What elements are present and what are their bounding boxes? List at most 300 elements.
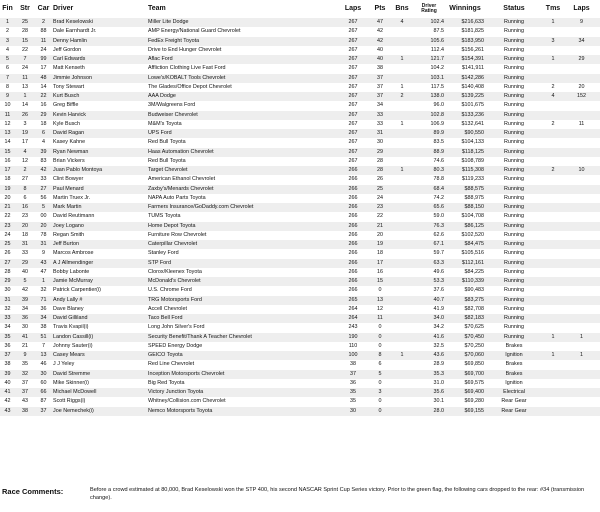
cell-tms-laps bbox=[563, 259, 600, 268]
cell-car: 20 bbox=[35, 222, 52, 231]
cell-driver: Kasey Kahne bbox=[53, 139, 86, 146]
cell-driver: Paul Menard bbox=[52, 185, 147, 194]
cell-pts: 0 bbox=[378, 342, 382, 349]
cell-fin: 9 bbox=[0, 92, 15, 101]
cell-winnings: $105,516 bbox=[461, 250, 484, 257]
cell-fin: 40 bbox=[4, 379, 11, 386]
cell-laps: 264 bbox=[337, 314, 369, 323]
cell-pts: 26 bbox=[377, 176, 383, 183]
cell-tms bbox=[543, 64, 563, 73]
cell-laps: 267 bbox=[337, 55, 369, 64]
cell-winnings: $183,950 bbox=[445, 37, 485, 46]
cell-tms bbox=[543, 240, 563, 249]
cell-winnings: $101,675 bbox=[461, 102, 484, 109]
cell-car: 36 bbox=[40, 305, 47, 312]
cell-tms-laps bbox=[563, 27, 600, 36]
table-row bbox=[0, 240, 600, 249]
cell-laps: 100 bbox=[337, 351, 369, 360]
header-bns: Bns bbox=[395, 5, 409, 12]
cell-bns bbox=[391, 249, 413, 258]
cell-winnings: $90,483 bbox=[464, 287, 484, 294]
cell-driver: Regan Smith bbox=[53, 231, 85, 238]
cell-laps: 266 bbox=[337, 166, 369, 175]
cell-car: 88 bbox=[40, 28, 47, 35]
cell-team: Lowe's/KOBALT Tools Chevrolet bbox=[147, 74, 337, 83]
table-row bbox=[0, 166, 600, 175]
cell-bns bbox=[391, 138, 413, 147]
cell-driver: Joe Nemechek(i) bbox=[52, 407, 147, 416]
cell-pts: 37 bbox=[369, 74, 391, 83]
cell-fin: 4 bbox=[6, 46, 9, 53]
cell-rating: 59.7 bbox=[433, 250, 444, 257]
cell-driver: Juan Pablo Montoya bbox=[52, 166, 147, 175]
cell-car: 16 bbox=[40, 102, 47, 109]
cell-rating: 80.3 bbox=[413, 166, 445, 175]
cell-laps: 267 bbox=[337, 92, 369, 101]
cell-tms bbox=[543, 286, 563, 295]
cell-str: 16 bbox=[15, 203, 35, 212]
cell-tms-laps: 1 bbox=[563, 333, 600, 342]
cell-fin: 3 bbox=[0, 37, 15, 46]
cell-tms bbox=[543, 407, 563, 416]
cell-str: 7 bbox=[15, 55, 35, 64]
cell-bns bbox=[391, 203, 413, 212]
cell-tms-laps: 1 bbox=[563, 351, 600, 360]
cell-driver: David Gilliland bbox=[52, 314, 147, 323]
cell-winnings: $88,975 bbox=[464, 194, 484, 201]
cell-fin: 38 bbox=[4, 361, 11, 368]
cell-winnings: $118,125 bbox=[445, 148, 485, 157]
cell-tms-laps bbox=[563, 129, 600, 138]
cell-str: 43 bbox=[22, 398, 28, 405]
table-row bbox=[0, 194, 600, 203]
cell-laps: 267 bbox=[348, 120, 358, 127]
cell-winnings: $70,450 bbox=[445, 333, 485, 342]
cell-fin: 21 bbox=[0, 203, 15, 212]
cell-tms bbox=[543, 138, 563, 147]
cell-status: Running bbox=[503, 83, 525, 90]
cell-bns bbox=[391, 370, 413, 379]
cell-car: 5 bbox=[35, 203, 52, 212]
header-fin: Fin bbox=[2, 5, 13, 12]
cell-team: NAPA Auto Parts Toyota bbox=[148, 194, 206, 201]
cell-pts: 33 bbox=[377, 120, 383, 127]
cell-team: Target Chevrolet bbox=[147, 166, 337, 175]
cell-team: Red Line Chevrolet bbox=[148, 361, 195, 368]
cell-laps: 37 bbox=[337, 370, 369, 379]
cell-bns bbox=[391, 305, 413, 314]
cell-car: 38 bbox=[40, 324, 47, 331]
cell-rating: 59.0 bbox=[433, 213, 444, 220]
cell-status: Running bbox=[485, 18, 543, 27]
cell-tms-laps bbox=[563, 370, 600, 379]
cell-tms-laps: 9 bbox=[563, 18, 600, 27]
header-car: Car bbox=[37, 5, 50, 12]
table-row bbox=[0, 203, 600, 212]
cell-str: 18 bbox=[22, 231, 28, 238]
cell-pts: 31 bbox=[369, 129, 391, 138]
cell-str: 34 bbox=[22, 305, 28, 312]
cell-rating: 35.6 bbox=[413, 388, 445, 397]
cell-team: AAA Dodge bbox=[147, 92, 337, 101]
cell-car: 99 bbox=[35, 55, 52, 64]
cell-team: Miller Lite Dodge bbox=[147, 18, 337, 27]
cell-laps: 266 bbox=[348, 194, 358, 201]
cell-status: Running bbox=[485, 277, 543, 286]
cell-pts: 22 bbox=[377, 213, 383, 220]
cell-car: 30 bbox=[35, 370, 52, 379]
cell-tms: 2 bbox=[551, 83, 555, 90]
cell-pts: 42 bbox=[377, 28, 383, 35]
cell-winnings: $102,520 bbox=[461, 231, 484, 238]
cell-team: AMP Energy/National Guard Chevrolet bbox=[148, 28, 241, 35]
cell-bns: 1 bbox=[391, 351, 413, 360]
cell-team: M&M's Toyota bbox=[148, 120, 182, 127]
table-row bbox=[0, 185, 600, 194]
table-row bbox=[0, 296, 600, 305]
cell-driver: Matt Kenseth bbox=[53, 65, 85, 72]
cell-driver: Johnny Sauter(i) bbox=[53, 342, 93, 349]
cell-laps: 190 bbox=[337, 333, 369, 342]
cell-team: FedEx Freight Toyota bbox=[147, 37, 337, 46]
cell-pts: 33 bbox=[369, 111, 391, 120]
cell-pts: 17 bbox=[369, 259, 391, 268]
cell-fin: 20 bbox=[4, 194, 11, 201]
cell-str: 24 bbox=[22, 65, 28, 72]
cell-rating: 43.6 bbox=[413, 351, 445, 360]
cell-tms-laps bbox=[563, 231, 600, 240]
cell-pts: 40 bbox=[377, 46, 383, 53]
cell-car: 4 bbox=[42, 139, 45, 146]
cell-status: Running bbox=[485, 185, 543, 194]
cell-laps: 38 bbox=[350, 361, 356, 368]
cell-tms-laps bbox=[563, 185, 600, 194]
cell-rating: 102.4 bbox=[413, 18, 445, 27]
cell-pts: 30 bbox=[377, 139, 383, 146]
cell-bns bbox=[391, 277, 413, 286]
cell-str: 23 bbox=[22, 213, 28, 220]
cell-bns bbox=[391, 259, 413, 268]
cell-str: 26 bbox=[15, 111, 35, 120]
cell-str: 4 bbox=[15, 148, 35, 157]
cell-tms-laps bbox=[563, 74, 600, 83]
cell-status: Running bbox=[485, 148, 543, 157]
cell-laps: 267 bbox=[348, 157, 358, 164]
cell-tms bbox=[543, 397, 563, 406]
cell-driver: Carl Edwards bbox=[52, 55, 147, 64]
cell-winnings: $112,161 bbox=[445, 259, 485, 268]
header-row bbox=[0, 0, 600, 18]
cell-laps: 267 bbox=[337, 74, 369, 83]
cell-rating: 41.9 bbox=[433, 305, 444, 312]
cell-status: Running bbox=[503, 213, 525, 220]
cell-rating: 32.5 bbox=[433, 342, 444, 349]
table-row bbox=[0, 259, 600, 268]
cell-status: Running bbox=[485, 296, 543, 305]
cell-pts: 38 bbox=[377, 65, 383, 72]
cell-laps: 266 bbox=[337, 185, 369, 194]
header-status: Status bbox=[503, 5, 525, 12]
cell-status: Running bbox=[485, 111, 543, 120]
cell-status: Brakes bbox=[485, 370, 543, 379]
table-row bbox=[0, 231, 600, 240]
cell-tms: 3 bbox=[543, 37, 563, 46]
cell-bns bbox=[391, 268, 413, 277]
cell-rating: 40.7 bbox=[413, 296, 445, 305]
cell-tms-laps bbox=[563, 175, 600, 184]
cell-bns bbox=[391, 148, 413, 157]
header-winnings: Winnings bbox=[449, 5, 481, 12]
cell-bns bbox=[391, 296, 413, 305]
table-row bbox=[0, 74, 600, 83]
cell-tms bbox=[543, 194, 563, 203]
cell-car: 11 bbox=[35, 37, 52, 46]
cell-fin: 13 bbox=[0, 129, 15, 138]
cell-str: 2 bbox=[15, 166, 35, 175]
cell-bns bbox=[391, 157, 413, 166]
cell-driver: Tony Stewart bbox=[53, 83, 85, 90]
cell-bns: 1 bbox=[391, 166, 413, 175]
cell-fin: 22 bbox=[4, 213, 11, 220]
cell-rating: 121.7 bbox=[413, 55, 445, 64]
cell-driver: Andy Lally # bbox=[52, 296, 147, 305]
cell-pts: 34 bbox=[377, 102, 383, 109]
cell-team: U.S. Chrome Ford bbox=[148, 287, 192, 294]
cell-tms-laps: 34 bbox=[563, 37, 600, 46]
cell-team: Victory Junction Toyota bbox=[147, 388, 337, 397]
cell-driver: Landon Cassill(i) bbox=[52, 333, 147, 342]
cell-bns bbox=[391, 64, 413, 73]
cell-pts: 0 bbox=[369, 333, 391, 342]
cell-driver: Mike Skinner(i) bbox=[53, 379, 89, 386]
cell-fin: 10 bbox=[4, 102, 11, 109]
cell-team: UPS Ford bbox=[147, 129, 337, 138]
cell-tms-laps bbox=[563, 148, 600, 157]
header-laps-led: Laps bbox=[573, 5, 590, 12]
cell-car: 27 bbox=[35, 185, 52, 194]
cell-driver: Jeff Gordon bbox=[53, 46, 82, 53]
cell-bns bbox=[391, 46, 413, 55]
cell-str: 30 bbox=[22, 324, 28, 331]
cell-bns bbox=[391, 222, 413, 231]
header-tms: Tms bbox=[545, 5, 561, 12]
cell-fin: 36 bbox=[4, 342, 11, 349]
cell-winnings: $110,339 bbox=[445, 277, 485, 286]
cell-pts: 28 bbox=[377, 157, 383, 164]
cell-tms bbox=[543, 249, 563, 258]
cell-bns bbox=[391, 397, 413, 406]
cell-car: 9 bbox=[42, 250, 45, 257]
table-row bbox=[0, 323, 600, 332]
cell-bns bbox=[391, 240, 413, 249]
cell-status: Brakes bbox=[505, 361, 523, 368]
cell-driver: Brian Vickers bbox=[53, 157, 85, 164]
cell-driver: Travis Kvapil(i) bbox=[53, 324, 89, 331]
table-row bbox=[0, 37, 600, 46]
cell-laps: 243 bbox=[348, 324, 358, 331]
table-row bbox=[0, 388, 600, 397]
cell-str: 21 bbox=[22, 342, 28, 349]
cell-car: 00 bbox=[40, 213, 47, 220]
cell-tms bbox=[543, 259, 563, 268]
cell-driver: Martin Truex Jr. bbox=[53, 194, 91, 201]
table-row bbox=[0, 286, 600, 295]
cell-bns bbox=[391, 27, 413, 36]
cell-str: 37 bbox=[15, 388, 35, 397]
cell-winnings: $142,286 bbox=[445, 74, 485, 83]
cell-winnings: $115,308 bbox=[445, 166, 485, 175]
cell-laps: 266 bbox=[348, 250, 358, 257]
cell-tms bbox=[543, 379, 563, 388]
cell-car: 7 bbox=[42, 342, 45, 349]
cell-tms-laps bbox=[563, 323, 600, 332]
cell-status: Ignition bbox=[485, 351, 543, 360]
cell-rating: 83.5 bbox=[433, 139, 444, 146]
cell-pts: 3 bbox=[369, 388, 391, 397]
cell-tms bbox=[543, 148, 563, 157]
cell-laps: 30 bbox=[337, 407, 369, 416]
cell-fin: 24 bbox=[4, 231, 11, 238]
cell-status: Running bbox=[485, 55, 543, 64]
cell-status: Running bbox=[503, 157, 525, 164]
cell-str: 20 bbox=[15, 222, 35, 231]
cell-str: 29 bbox=[15, 259, 35, 268]
cell-tms-laps: 11 bbox=[578, 120, 585, 127]
cell-pts: 16 bbox=[377, 268, 383, 275]
cell-str: 3 bbox=[23, 120, 27, 127]
cell-laps: 266 bbox=[337, 203, 369, 212]
cell-status: Running bbox=[503, 194, 525, 201]
cell-driver: Bobby Labonte bbox=[53, 268, 90, 275]
cell-pts: 0 bbox=[369, 407, 391, 416]
table-row bbox=[0, 277, 600, 286]
cell-car: 56 bbox=[40, 194, 47, 201]
cell-winnings: $154,391 bbox=[445, 55, 485, 64]
cell-tms bbox=[543, 370, 563, 379]
cell-str: 25 bbox=[15, 18, 35, 27]
cell-fin: 11 bbox=[0, 111, 15, 120]
cell-status: Running bbox=[485, 222, 543, 231]
cell-winnings: $108,789 bbox=[461, 157, 484, 164]
cell-laps: 266 bbox=[348, 213, 358, 220]
cell-fin: 15 bbox=[0, 148, 15, 157]
cell-car: 60 bbox=[40, 379, 47, 386]
cell-winnings: $70,060 bbox=[445, 351, 485, 360]
cell-team: Red Bull Toyota bbox=[148, 157, 186, 164]
cell-rating: 103.1 bbox=[413, 74, 445, 83]
cell-status: Running bbox=[485, 314, 543, 323]
table-row bbox=[0, 360, 600, 369]
cell-bns bbox=[391, 231, 413, 240]
cell-team: Home Depot Toyota bbox=[147, 222, 337, 231]
cell-laps: 266 bbox=[348, 287, 358, 294]
cell-team: Inception Motorsports Chevrolet bbox=[147, 370, 337, 379]
cell-car: 39 bbox=[35, 148, 52, 157]
cell-laps: 266 bbox=[348, 176, 358, 183]
cell-tms-laps bbox=[563, 138, 600, 147]
table-row bbox=[0, 333, 600, 342]
cell-laps: 267 bbox=[348, 65, 358, 72]
cell-winnings: $88,150 bbox=[445, 203, 485, 212]
cell-tms-laps: 20 bbox=[578, 83, 585, 90]
cell-pts: 29 bbox=[369, 148, 391, 157]
cell-str: 27 bbox=[22, 176, 28, 183]
cell-car: 33 bbox=[40, 176, 47, 183]
cell-pts: 47 bbox=[369, 18, 391, 27]
cell-tms bbox=[543, 175, 563, 184]
cell-pts: 37 bbox=[369, 92, 391, 101]
cell-driver: David Stremme bbox=[52, 370, 147, 379]
cell-team: Long John Silver's Ford bbox=[148, 324, 205, 331]
table-row bbox=[0, 407, 600, 416]
cell-laps: 266 bbox=[337, 277, 369, 286]
cell-driver: Dave Blaney bbox=[53, 305, 84, 312]
cell-winnings: $141,911 bbox=[461, 65, 484, 72]
cell-team: Whitney/Collision.com Chevrolet bbox=[148, 398, 226, 405]
cell-tms-laps bbox=[563, 203, 600, 212]
cell-tms-laps: 152 bbox=[563, 92, 600, 101]
cell-tms bbox=[543, 46, 563, 55]
cell-fin: 16 bbox=[4, 157, 11, 164]
cell-tms bbox=[543, 129, 563, 138]
cell-rating: 105.6 bbox=[413, 37, 445, 46]
cell-rating: 106.9 bbox=[430, 120, 444, 127]
cell-driver: Ryan Newman bbox=[52, 148, 147, 157]
cell-winnings: $132,641 bbox=[461, 120, 484, 127]
cell-pts: 8 bbox=[369, 351, 391, 360]
cell-status: Brakes bbox=[505, 342, 523, 349]
cell-laps: 35 bbox=[350, 398, 356, 405]
table-row bbox=[0, 18, 600, 27]
cell-car: 83 bbox=[40, 157, 47, 164]
cell-team: GEICO Toyota bbox=[147, 351, 337, 360]
cell-tms bbox=[543, 231, 563, 240]
cell-bns bbox=[391, 74, 413, 83]
cell-str: 5 bbox=[15, 277, 35, 286]
cell-status: Running bbox=[485, 203, 543, 212]
table-row bbox=[0, 64, 600, 73]
cell-bns bbox=[391, 360, 413, 369]
cell-bns: 1 bbox=[400, 83, 404, 90]
cell-fin: 18 bbox=[4, 176, 11, 183]
cell-tms-laps bbox=[563, 64, 600, 73]
cell-winnings: $133,236 bbox=[445, 111, 485, 120]
cell-status: Rear Gear bbox=[485, 407, 543, 416]
cell-car: 34 bbox=[35, 314, 52, 323]
cell-status: Running bbox=[503, 250, 525, 257]
cell-rating: 104.2 bbox=[430, 65, 444, 72]
cell-fin: 32 bbox=[4, 305, 11, 312]
cell-laps: 266 bbox=[337, 240, 369, 249]
cell-rating: 28.9 bbox=[433, 361, 444, 368]
cell-status: Running bbox=[503, 139, 525, 146]
cell-str: 40 bbox=[22, 268, 28, 275]
header-str: Str bbox=[20, 5, 30, 12]
cell-tms bbox=[543, 111, 563, 120]
table-row bbox=[0, 212, 600, 221]
cell-fin: 23 bbox=[0, 222, 15, 231]
cell-status: Running bbox=[503, 176, 525, 183]
cell-fin: 26 bbox=[4, 250, 11, 257]
cell-driver: Kurt Busch bbox=[52, 92, 147, 101]
cell-str: 37 bbox=[22, 379, 28, 386]
cell-fin: 34 bbox=[4, 324, 11, 331]
cell-pts: 12 bbox=[377, 305, 383, 312]
cell-rating: 76.3 bbox=[413, 222, 445, 231]
cell-winnings: $139,225 bbox=[445, 92, 485, 101]
cell-team: Haas Automation Chevrolet bbox=[147, 148, 337, 157]
cell-pts: 37 bbox=[377, 83, 383, 90]
